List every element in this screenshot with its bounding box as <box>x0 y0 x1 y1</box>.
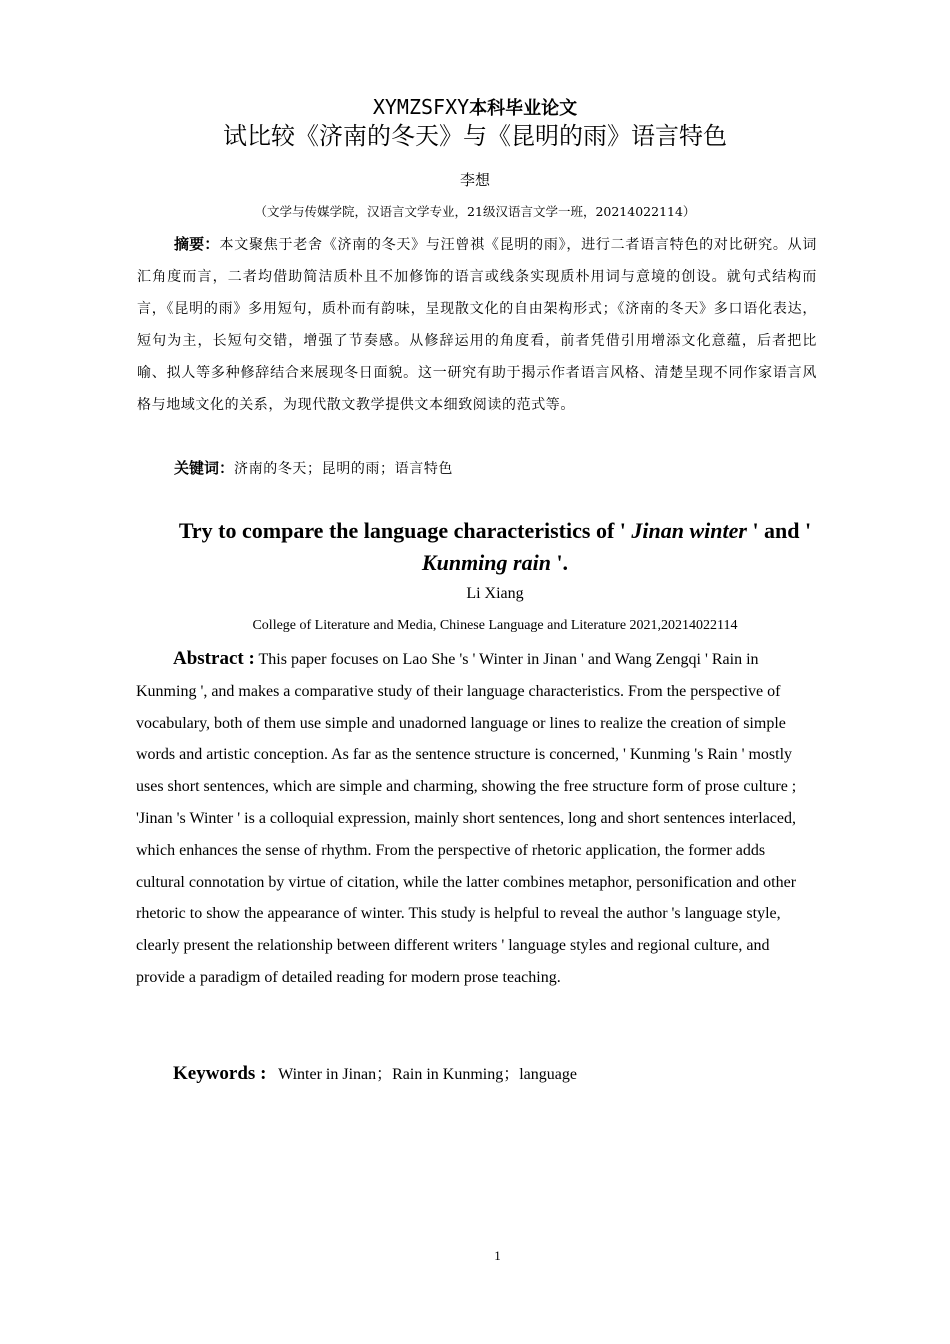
school-code: XYMZSFXY <box>372 95 470 119</box>
english-title-part: ' and ' <box>746 518 812 543</box>
thesis-type-label: 本科毕业论文 <box>469 98 578 119</box>
english-title-part: '. <box>550 550 569 575</box>
english-title-italic: Jinan winter <box>631 518 747 543</box>
english-abstract-text: This paper focuses on Lao She 's ' Winter in Jinan ' and Wang Zengqi ' Rain in Kunming ', and makes a comparative study of their language characteristics. From the perspective of vocabulary, both of them use simple and unadorned language or lines to realize the creation of simple words and artistic conception. As far as the sentence structure is concerned, ' Kunming 's Rain ' mostly uses short sentences, which are simple and charming, showing the free structure form of prose culture ; 'Jinan 's Winter ' is a colloquial expression, mainly short sentences, long and short sentences interlaced, which enhances the sense of rhythm. From the perspective of rhetoric application, the former adds cultural connotation by virtue of citation, while the latter combines metaphor, personification and other rhetoric to show the appearance of winter. This study is helpful to reveal the author 's language style, clearly present the relationship between different writers ' language styles and regional culture, and provide a paradigm of detailed reading for modern prose teaching. <box>136 651 797 986</box>
english-author: Li Xiang <box>466 585 524 602</box>
english-affiliation: College of Literature and Media, Chinese Language and Literature 2021,20214022114 <box>252 618 738 633</box>
chinese-abstract <box>137 228 817 421</box>
english-abstract-label: Abstract : <box>173 648 255 669</box>
chinese-keywords <box>137 452 817 485</box>
english-abstract <box>136 643 816 994</box>
page-number: 1 <box>494 1248 501 1263</box>
english-title-part: Try to compare the language characteristics of ' <box>178 518 632 543</box>
english-keywords <box>136 1058 816 1091</box>
english-title <box>150 515 840 579</box>
chinese-author: 李想 <box>459 171 490 189</box>
chinese-keywords-text: 济南的冬天；昆明的雨；语言特色 <box>234 461 454 477</box>
chinese-abstract-label: 摘要： <box>174 235 220 253</box>
english-title-italic: Kunming rain <box>421 550 551 575</box>
chinese-abstract-text: 本文聚焦于老舍《济南的冬天》与汪曾祺《昆明的雨》，进行二者语言特色的对比研究。从词汇角度而言，二者均借助简洁质朴且不加修饰的语言或线条实现质朴用词与意境的创设。就句式结构而言，《昆明的雨》多用短句，质朴而有韵味，呈现散文化的自由架构形式；《济南的冬天》多口语化表达，短句为主，长短句交错，增强了节奏感。从修辞运用的角度看，前者凭借引用增添文化意蕴，后者把比喻、拟人等多种修辞结合来展现冬日面貌。这一研究有助于揭示作者语言风格、清楚呈现不同作家语言风格与地域文化的关系，为现代散文教学提供文本细致阅读的范式等。 <box>137 237 817 413</box>
chinese-title: 试比较《济南的冬天》与《昆明的雨》语言特色 <box>223 122 727 150</box>
chinese-keywords-label: 关键词： <box>174 459 235 477</box>
english-keywords-text: Winter in Jinan；Rain in Kunming；language <box>278 1066 577 1083</box>
chinese-affiliation: （文学与传媒学院，汉语言文学专业，21级汉语言文学一班，20214022114） <box>254 204 696 219</box>
english-keywords-label: Keywords : <box>173 1063 267 1084</box>
